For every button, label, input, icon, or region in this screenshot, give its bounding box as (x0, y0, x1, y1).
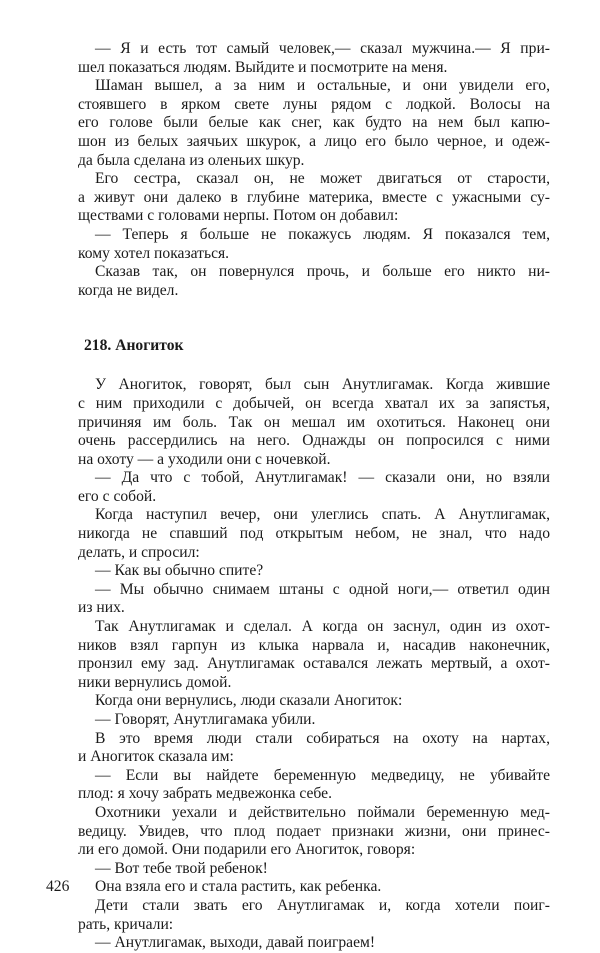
text-line: В это время люди стали собираться на охоту на нартах, (95, 729, 550, 747)
text-line: Так Анутлигамак и сделал. А когда он заснул, один из охот- (95, 618, 550, 636)
text-line: плод: я хочу забрать медвежонка себе. (78, 785, 332, 803)
text-line: — Да что с тобой, Анутлигамак! — сказали они, но взяли (95, 469, 550, 487)
text-line: когда не видел. (78, 281, 179, 299)
text-line: У Аногиток, говорят, был сын Анутлигамак. Когда жившие (95, 376, 550, 394)
paragraph (78, 77, 550, 170)
text-line: стоявшего в ярком свете луны рядом с лодкой. Волосы на (78, 95, 550, 113)
text-line: — Анутлигамак, выходи, давай поиграем! (95, 934, 376, 952)
text-line: очень рассердились на него. Однажды он попросился с ними (78, 432, 550, 450)
text-line: делать, и спросил: (78, 543, 200, 561)
text-line: его с собой. (78, 487, 157, 505)
paragraph (78, 562, 550, 581)
text-line: рать, кричали: (78, 915, 174, 933)
text-line: — Я и есть тот самый человек,— сказал мужчина.— Я при- (95, 40, 550, 57)
page-number: 426 (46, 878, 70, 895)
paragraph (78, 711, 550, 730)
text-line: шел показаться людям. Выйдите и посмотрите на меня. (78, 58, 448, 76)
paragraph (78, 897, 550, 934)
paragraph (78, 263, 550, 300)
paragraph (78, 860, 550, 879)
text-line: Она взяла его и стала растить, как ребенка. (95, 878, 382, 896)
text-line: на охоту — а уходили они с ночевкой. (78, 450, 331, 468)
text-line: Его сестра, сказал он, не может двигаться от старости, (95, 170, 550, 188)
paragraph (78, 730, 550, 767)
text-line: Дети стали звать его Анутлигамак и, когда хотели поиг- (95, 896, 550, 914)
paragraph (78, 692, 550, 711)
text-line: ведицу. Увидев, что плод подает признаки жизни, они принес- (78, 822, 550, 840)
paragraph (78, 878, 550, 897)
text-line: ществами с головами нерпы. Потом он добавил: (78, 207, 399, 225)
paragraph (78, 804, 550, 860)
text-line: — Вот тебе твой ребенок! (95, 859, 268, 877)
text-line: причиняя им боль. Так он мешал им охотиться. Наконец они (78, 413, 550, 431)
section-gap (78, 300, 550, 336)
text-line: пронзил ему зад. Анутлигамак оставался лежать мертвый, а охот- (78, 655, 550, 673)
paragraph (78, 226, 550, 263)
paragraph (78, 506, 550, 562)
text-after-heading (78, 376, 550, 952)
text-line: Сказав так, он повернулся прочь, и больше его никто ни- (95, 263, 550, 281)
text-line: — Мы обычно снимаем штаны с одной ноги,— ответил один (95, 580, 550, 598)
text-line: ников взял гарпун из клыка нарвала и, насадив наконечник, (78, 636, 550, 654)
heading-gap (78, 356, 550, 376)
text-line: а живут они далеко в глубине материка, вместе с ужасными су- (78, 188, 550, 206)
text-line: шон из белых заячьих шкурок, а лицо его было черное, и одеж- (78, 132, 550, 150)
text-line: никогда не спавший под открытым небом, не знал, что надо (78, 525, 550, 543)
text-line: да была сделана из оленьих шкур. (78, 151, 305, 169)
text-line: с ним приходили с добычей, он всегда хватал их за запястья, (78, 394, 550, 412)
paragraph (78, 376, 550, 469)
paragraph (78, 581, 550, 618)
text-before-heading (78, 40, 550, 300)
text-line: ники вернулись домой. (78, 673, 232, 691)
text-line: Шаман вышел, а за ним и остальные, и они увидели его, (95, 77, 550, 95)
text-line: — Говорят, Анутлигамака убили. (95, 711, 316, 728)
text-line: из них. (78, 599, 125, 617)
text-line: и Аногиток сказала им: (78, 748, 234, 766)
text-line: Когда наступил вечер, они улеглись спать. А Анутлигамак, (95, 506, 550, 524)
text-line: его голове были белые как снег, как будто на нем был капю- (78, 114, 550, 132)
text-line: — Теперь я больше не покажусь людям. Я показался тем, (95, 225, 550, 243)
text-line: Когда они вернулись, люди сказали Аногиток: (95, 692, 403, 710)
paragraph (78, 170, 550, 226)
text-line: — Как вы обычно спите? (95, 562, 264, 580)
text-line: — Если вы найдете беременную медведицу, не убивайте (95, 766, 550, 784)
paragraph (78, 767, 550, 804)
story-heading: 218. Аногиток (84, 337, 184, 355)
paragraph (78, 40, 550, 77)
book-page (78, 40, 550, 953)
text-line: кому хотел показаться. (78, 244, 230, 262)
text-line: Охотники уехали и действительно поймали беременную мед- (95, 803, 550, 821)
text-line: ли его домой. Они подарили его Аногиток, говоря: (78, 841, 416, 859)
paragraph (78, 469, 550, 506)
paragraph (78, 618, 550, 692)
paragraph (78, 934, 550, 953)
